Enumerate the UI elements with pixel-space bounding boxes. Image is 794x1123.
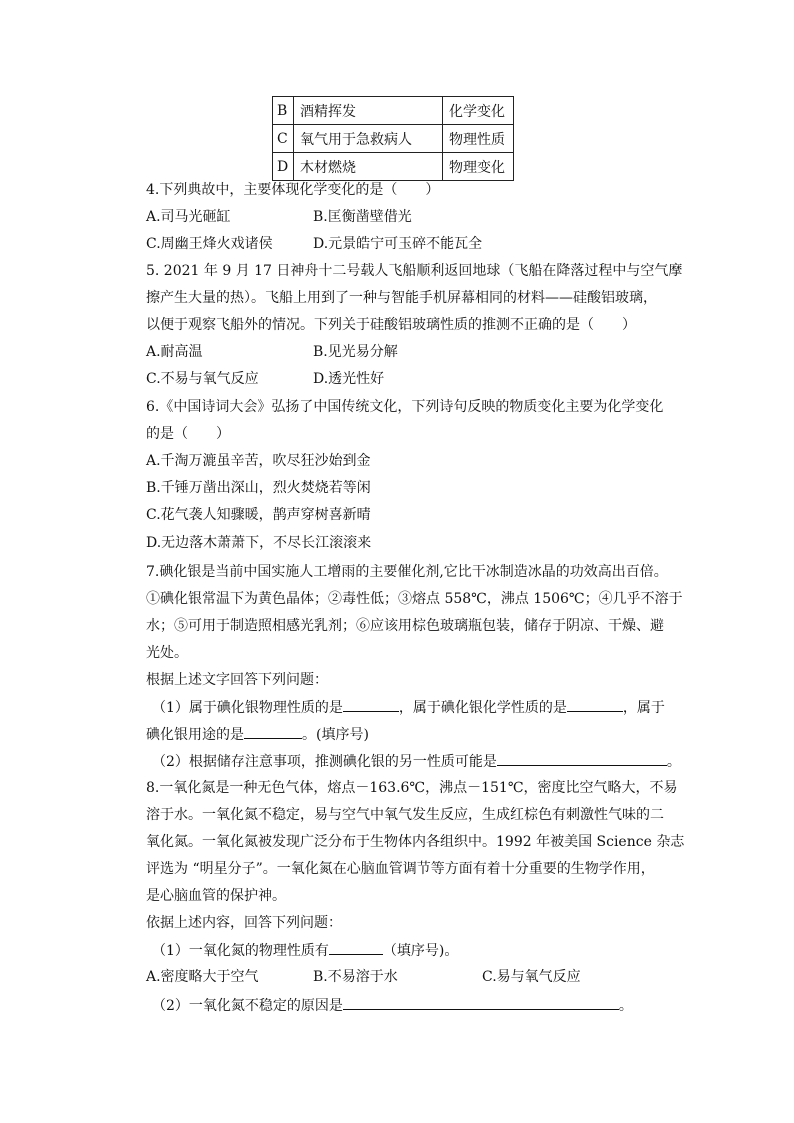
q4-option-d: D.元景皓宁可玉碎不能瓦全 <box>313 236 483 252</box>
q6-line: 的是（ ） <box>146 426 230 442</box>
q6-option-a: A.千淘万漉虽辛苦，吹尽狂沙始到金 <box>146 453 371 469</box>
q5-option-b: B.见光易分解 <box>313 344 398 360</box>
row-item: 酒精挥发 <box>294 97 443 125</box>
row-letter: D <box>273 153 294 181</box>
row-letter: C <box>273 125 294 153</box>
q7-sub1-text: 。(填序号) <box>302 727 369 743</box>
q6-line: 6.《中国诗词大会》弘扬了中国传统文化，下列诗句反映的物质变化主要为化学变化 <box>146 399 664 415</box>
row-type: 物理变化 <box>443 153 514 181</box>
q8-option-c: C.易与氧气反应 <box>482 969 581 985</box>
q8-sub2 <box>152 995 633 1016</box>
q7-sub2 <box>152 751 681 772</box>
q8-option-b: B.不易溶于水 <box>313 969 398 985</box>
q7-sub1-text: （1）属于碘化银物理性质的是 <box>152 700 343 716</box>
answer-blank[interactable] <box>343 697 399 712</box>
answer-blank[interactable] <box>497 751 667 766</box>
q5-option-d: D.透光性好 <box>313 371 385 387</box>
q4-option-b: B.匡衡凿壁借光 <box>313 209 412 225</box>
q7-line: ①碘化银常温下为黄色晶体；②毒性低；③熔点 558℃，沸点 1506℃；④几乎不溶于 <box>146 591 683 607</box>
q8-sub1-text: （填序号)。 <box>382 943 459 959</box>
answer-blank[interactable] <box>329 940 383 955</box>
q5-line: 擦产生大量的热）。飞船上用到了一种与智能手机屏幕相同的材料——硅酸铝玻璃， <box>146 290 657 306</box>
answer-blank[interactable] <box>343 995 619 1010</box>
q8-line: 评选为 “明星分子”。一氧化氮在心脑血管调节等方面有着十分重要的生物学作用， <box>146 861 655 877</box>
q8-line: 是心脑血管的保护神。 <box>146 888 286 904</box>
row-letter: B <box>273 97 294 125</box>
q7-line: 光处。 <box>146 645 188 661</box>
row-type: 物理性质 <box>443 125 514 153</box>
q7-sub1-text: ，属于碘化银化学性质的是 <box>398 700 567 716</box>
q8-line: 8.一氧化氮是一种无色气体，熔点－163.6℃，沸点－151℃，密度比空气略大，不易 <box>146 780 678 796</box>
q7-sub1-text: 碘化银用途的是 <box>146 727 244 743</box>
q4-option-a: A.司马光砸缸 <box>146 209 231 225</box>
q5-option-c: C.不易与氧气反应 <box>146 371 259 387</box>
q8-option-a: A.密度略大于空气 <box>146 969 259 985</box>
q4-stem: 4.下列典故中，主要体现化学变化的是（ ） <box>146 182 440 198</box>
row-type: 化学变化 <box>443 97 514 125</box>
q5-line: 5. 2021 年 9 月 17 日神舟十二号载人飞船顺利返回地球（飞船在降落过程中与空气摩 <box>146 263 683 279</box>
q7-sub1-cont <box>146 724 369 745</box>
table-row <box>273 153 514 181</box>
q6-option-d: D.无边落木萧萧下，不尽长江滚滚来 <box>146 535 372 551</box>
answer-blank[interactable] <box>567 697 623 712</box>
q7-sub1 <box>152 697 665 718</box>
q8-sub1-text: （1）一氧化氮的物理性质有 <box>152 943 329 959</box>
table-row <box>273 97 514 125</box>
row-item: 木材燃烧 <box>294 153 443 181</box>
q8-line: 依据上述内容，回答下列问题： <box>146 915 342 931</box>
q8-line: 溶于水。一氧化氮不稳定，易与空气中氧气发生反应，生成红棕色有刺激性气味的二 <box>146 807 664 823</box>
answer-blank[interactable] <box>244 724 302 739</box>
q5-line: 以便于观察飞船外的情况。下列关于硅酸铝玻璃性质的推测不正确的是（ ） <box>146 317 636 333</box>
q7-sub2-text: （2）根据储存注意事项，推测碘化银的另一性质可能是 <box>152 754 497 770</box>
q7-line: 水；⑤可用于制造照相感光乳剂；⑥应该用棕色玻璃瓶包装，储存于阴凉、干燥、避 <box>146 618 664 634</box>
q8-sub2-text: 。 <box>618 998 633 1014</box>
q7-line: 7.碘化银是当前中国实施人工增雨的主要催化剂,它比干冰制造冰晶的功效高出百倍。 <box>146 564 668 580</box>
q7-sub2-text: 。 <box>666 754 681 770</box>
q8-sub1 <box>152 940 458 961</box>
q7-line: 根据上述文字回答下列问题： <box>146 672 328 688</box>
q8-line: 氧化氮。一氧化氮被发现广泛分布于生物体内各组织中。1992 年被美国 Science 杂志 <box>146 834 685 850</box>
q5-option-a: A.耐高温 <box>146 344 203 360</box>
table-row <box>273 125 514 153</box>
q6-option-b: B.千锤万凿出深山，烈火焚烧若等闲 <box>146 480 371 496</box>
q4-option-c: C.周幽王烽火戏诸侯 <box>146 236 273 252</box>
q6-option-c: C.花气袭人知骤暖，鹊声穿树喜新晴 <box>146 507 371 523</box>
row-item: 氧气用于急救病人 <box>294 125 443 153</box>
options-table <box>272 96 514 181</box>
q7-sub1-text: ，属于 <box>622 700 665 716</box>
q8-sub2-text: （2）一氧化氮不稳定的原因是 <box>152 998 343 1014</box>
